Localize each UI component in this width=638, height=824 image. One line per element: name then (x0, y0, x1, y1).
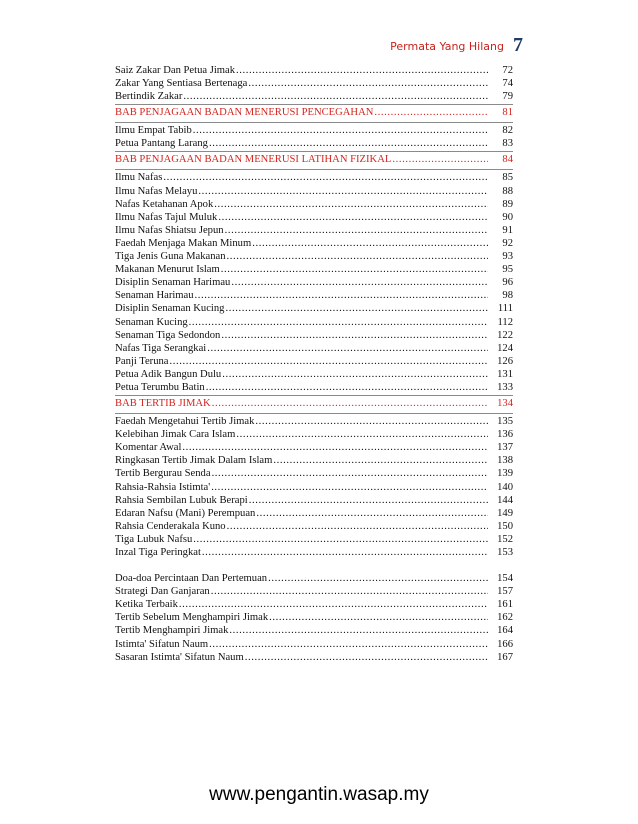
toc-entry-title: Istimta' Sifatun Naum (115, 638, 209, 650)
toc-page-number: 84 (502, 154, 513, 166)
toc-entry[interactable] (115, 137, 513, 150)
spacer (115, 559, 513, 572)
section-divider (115, 395, 513, 396)
dot-leader (206, 381, 488, 394)
dot-leader (207, 342, 488, 355)
toc-page-number: 88 (502, 185, 513, 197)
toc-entry-title: Nafas Ketahanan Apok (115, 198, 214, 210)
toc-entry-title: Senaman Kucing (115, 316, 188, 328)
toc-entry-title: Tertib Bergurau Senda (115, 468, 211, 480)
toc-entry-title: Rahsia Sembilan Lubuk Berapi (115, 494, 248, 506)
dot-leader (245, 651, 488, 664)
toc-entry[interactable] (115, 289, 513, 302)
toc-entry[interactable] (115, 428, 513, 441)
toc-entry-title: Tertib Menghampiri Jimak (115, 625, 229, 637)
toc-page-number: 111 (497, 303, 513, 315)
dot-leader (212, 467, 488, 480)
toc-page-number: 149 (497, 507, 513, 519)
dot-leader (211, 481, 488, 494)
toc-entry-title: Ringkasan Tertib Jimak Dalam Islam (115, 455, 273, 467)
toc-group-5 (115, 572, 513, 664)
toc-entry-title: Panji Teruna (115, 355, 169, 367)
toc-page-number: 85 (502, 172, 513, 184)
dot-leader (256, 507, 488, 520)
dot-leader (198, 185, 488, 198)
toc-page-number: 89 (502, 198, 513, 210)
toc-entry[interactable] (115, 651, 513, 664)
website-footer[interactable]: www.pengantin.wasap.my (209, 784, 429, 805)
dot-leader (211, 585, 488, 598)
toc-entry-title: Tiga Lubuk Nafsu (115, 533, 193, 545)
toc-page-number: 83 (502, 138, 513, 150)
toc-page-number: 98 (502, 290, 513, 302)
toc-entry[interactable] (115, 638, 513, 651)
toc-entry-title: Rahsia Cenderakala Kuno (115, 520, 226, 532)
toc-entry[interactable] (115, 302, 513, 315)
dot-leader (170, 355, 489, 368)
toc-entry[interactable] (115, 77, 513, 90)
dot-leader (392, 153, 488, 167)
toc-entry-title: BAB TERTIB JIMAK (115, 398, 211, 410)
toc-page-number: 133 (497, 381, 513, 393)
toc-group-2 (115, 124, 513, 150)
toc-entry-title: BAB PENJAGAAN BADAN MENERUSI PENCEGAHAN (115, 107, 374, 119)
toc-entry[interactable] (115, 237, 513, 250)
dot-leader (193, 533, 488, 546)
toc-entry[interactable] (115, 520, 513, 533)
toc-page-number: 91 (502, 224, 513, 236)
page-header (0, 34, 638, 58)
dot-leader (269, 611, 488, 624)
toc-page-number: 153 (497, 547, 513, 558)
toc-entry[interactable] (115, 316, 513, 329)
toc-entry[interactable] (115, 90, 513, 103)
toc-entry[interactable] (115, 224, 513, 237)
toc-entry[interactable] (115, 342, 513, 355)
toc-page-number: 124 (497, 342, 513, 354)
toc-entry[interactable] (115, 533, 513, 546)
dot-leader (225, 302, 488, 315)
toc-page-number: 126 (497, 355, 513, 367)
toc-entry[interactable] (115, 329, 513, 342)
toc-page-number: 166 (497, 638, 513, 650)
toc-entry-title: Faedah Mengetahui Tertib Jimak (115, 416, 255, 428)
dot-leader (222, 368, 488, 381)
toc-entry-title: Ketika Terbaik (115, 599, 178, 611)
toc-page-number: 122 (497, 329, 513, 341)
toc-entry-title: Ilmu Nafas (115, 172, 163, 184)
toc-entry-title: Ilmu Nafas Shiatsu Jepun (115, 224, 224, 236)
toc-entry-title: Inzal Tiga Peringkat (115, 547, 201, 558)
toc-entry-title: Komentar Awal (115, 442, 182, 454)
toc-entry[interactable] (115, 467, 513, 480)
toc-page-number: 92 (502, 237, 513, 249)
section-divider (115, 122, 513, 123)
toc-entry-title: Disiplin Senaman Kucing (115, 303, 225, 315)
dot-leader (236, 428, 488, 441)
toc-page-number: 93 (502, 251, 513, 263)
toc-entry-title: Disiplin Senaman Harimau (115, 277, 231, 289)
dot-leader (236, 64, 488, 77)
toc-page-number: 138 (497, 455, 513, 467)
toc-group-3 (115, 171, 513, 394)
toc-page-number: 72 (502, 65, 513, 76)
toc-entry-title: Tiga Jenis Guna Makanan (115, 251, 226, 263)
toc-entry[interactable] (115, 598, 513, 611)
toc-entry[interactable] (115, 276, 513, 289)
toc-group-4 (115, 415, 513, 559)
book-title: Permata Yang Hilang (390, 40, 504, 53)
toc-entry-title: Ilmu Nafas Tajul Muluk (115, 211, 218, 223)
dot-leader (179, 598, 488, 611)
toc-page-number: 96 (502, 277, 513, 289)
section-divider (115, 169, 513, 170)
toc-page-number: 139 (497, 468, 513, 480)
toc-entry-title: Bertindik Zakar (115, 91, 183, 103)
toc-entry-title: Petua Pantang Larang (115, 138, 208, 150)
toc-entry[interactable] (115, 198, 513, 211)
dot-leader (183, 90, 488, 103)
toc-page-number: 136 (497, 429, 513, 441)
toc-entry-title: Faedah Menjaga Makan Minum (115, 237, 252, 249)
toc-entry[interactable] (115, 64, 513, 77)
table-of-contents (115, 64, 513, 664)
dot-leader (221, 329, 488, 342)
toc-entry[interactable] (115, 355, 513, 368)
toc-entry[interactable] (115, 185, 513, 198)
dot-leader (195, 289, 488, 302)
toc-entry-title: Saiz Zakar Dan Petua Jimak (115, 65, 236, 76)
toc-entry-title: Makanan Menurut Islam (115, 264, 220, 276)
dot-leader (214, 198, 488, 211)
toc-page-number: 164 (497, 625, 513, 637)
dot-leader (193, 124, 488, 137)
toc-entry[interactable] (115, 481, 513, 494)
dot-leader (209, 638, 488, 651)
toc-page-number: 134 (497, 398, 513, 410)
dot-leader (202, 546, 488, 559)
toc-entry[interactable] (115, 585, 513, 598)
toc-entry-title: Sasaran Istimta' Sifatun Naum (115, 651, 244, 663)
toc-entry[interactable] (115, 494, 513, 507)
toc-entry-title: Senaman Harimau (115, 290, 194, 302)
toc-page-number: 140 (497, 481, 513, 493)
toc-entry[interactable] (115, 611, 513, 624)
dot-leader (227, 520, 488, 533)
toc-entry-title: Ilmu Empat Tabib (115, 125, 192, 137)
toc-entry[interactable] (115, 250, 513, 263)
toc-page-number: 161 (497, 599, 513, 611)
toc-page-number: 131 (497, 368, 513, 380)
toc-entry[interactable] (115, 211, 513, 224)
dot-leader (374, 106, 488, 120)
toc-page-number: 95 (502, 264, 513, 276)
toc-page-number: 74 (502, 78, 513, 90)
toc-entry[interactable] (115, 507, 513, 520)
toc-entry[interactable] (115, 171, 513, 184)
section-divider (115, 413, 513, 414)
toc-entry-title: Doa-doa Percintaan Dan Pertemuan (115, 573, 268, 585)
toc-entry[interactable] (115, 124, 513, 137)
toc-entry-title: Petua Terumbu Batin (115, 381, 205, 393)
toc-page-number: 154 (497, 573, 513, 585)
toc-page-number: 135 (497, 416, 513, 428)
dot-leader (231, 276, 488, 289)
toc-entry-title: Strategi Dan Ganjaran (115, 586, 210, 598)
toc-page-number: 82 (502, 125, 513, 137)
toc-page-number: 152 (497, 533, 513, 545)
dot-leader (209, 137, 488, 150)
dot-leader (212, 397, 488, 411)
toc-page-number: 79 (502, 91, 513, 103)
dot-leader (227, 250, 488, 263)
toc-entry[interactable] (115, 624, 513, 637)
toc-page-number: 167 (497, 651, 513, 663)
dot-leader (273, 454, 488, 467)
dot-leader (182, 441, 488, 454)
toc-entry-title: Rahsia-Rahsia Istimta' (115, 481, 211, 493)
dot-leader (229, 624, 488, 637)
section-divider (115, 151, 513, 152)
dot-leader (189, 316, 488, 329)
dot-leader (252, 237, 488, 250)
toc-entry[interactable] (115, 572, 513, 585)
toc-entry[interactable] (115, 454, 513, 467)
dot-leader (218, 211, 488, 224)
toc-page-number: 150 (497, 520, 513, 532)
toc-entry[interactable] (115, 368, 513, 381)
section-divider (115, 104, 513, 105)
toc-entry[interactable] (115, 441, 513, 454)
toc-entry-title: Nafas Tiga Serangkai (115, 342, 207, 354)
toc-entry[interactable] (115, 546, 513, 559)
toc-group-1 (115, 64, 513, 103)
toc-page-number: 157 (497, 586, 513, 598)
toc-entry-title: Tertib Sebelum Menghampiri Jimak (115, 612, 269, 624)
toc-entry-title: Petua Adik Bangun Dulu (115, 368, 222, 380)
toc-entry-title: Senaman Tiga Sedondon (115, 329, 221, 341)
toc-entry-title: Edaran Nafsu (Mani) Perempuan (115, 507, 256, 519)
toc-entry-title: BAB PENJAGAAN BADAN MENERUSI LATIHAN FIZIKAL (115, 154, 392, 166)
dot-leader (249, 494, 488, 507)
dot-leader (163, 171, 488, 184)
toc-entry[interactable] (115, 263, 513, 276)
section-heading[interactable] (115, 153, 513, 167)
toc-entry[interactable] (115, 415, 513, 428)
toc-page-number: 90 (502, 211, 513, 223)
toc-entry[interactable] (115, 381, 513, 394)
toc-page-number: 162 (497, 612, 513, 624)
toc-entry-title: Kelebihan Jimak Cara Islam (115, 429, 236, 441)
section-heading[interactable] (115, 106, 513, 120)
section-heading[interactable] (115, 397, 513, 411)
dot-leader (248, 77, 488, 90)
toc-entry-title: Ilmu Nafas Melayu (115, 185, 198, 197)
toc-page-number: 81 (502, 107, 513, 119)
dot-leader (268, 572, 488, 585)
dot-leader (255, 415, 488, 428)
dot-leader (225, 224, 488, 237)
page-number: 7 (513, 34, 523, 56)
toc-page-number: 137 (497, 442, 513, 454)
toc-page-number: 144 (497, 494, 513, 506)
toc-entry-title: Zakar Yang Sentiasa Bertenaga (115, 78, 248, 90)
toc-page-number: 112 (497, 316, 513, 328)
dot-leader (221, 263, 488, 276)
